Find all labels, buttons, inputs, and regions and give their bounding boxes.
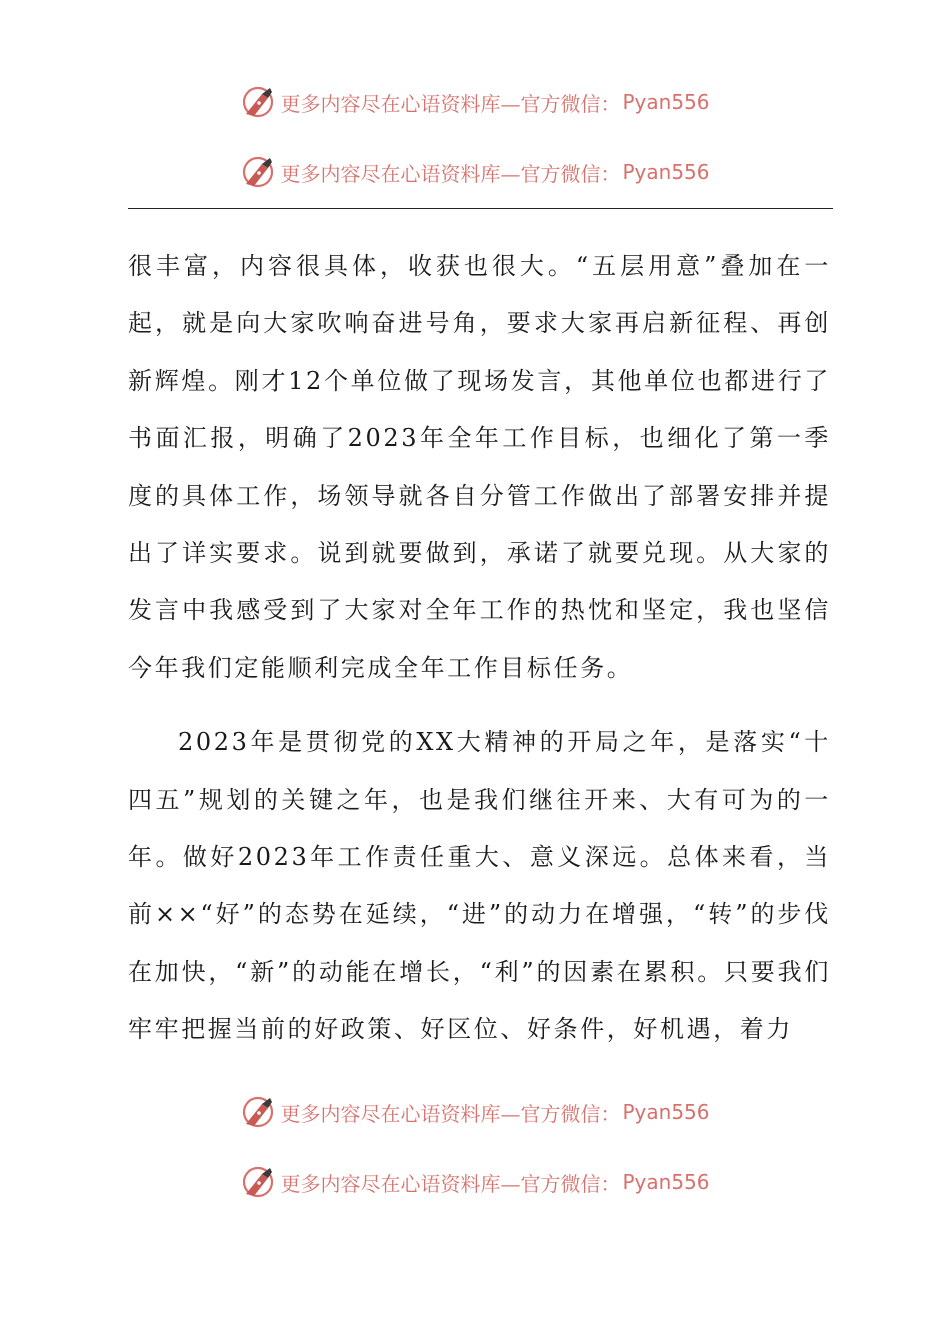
footer-watermark-1 — [0, 1092, 950, 1132]
document-body — [128, 238, 831, 1059]
pen-nib-logo-icon — [240, 154, 276, 190]
watermark-text: 更多内容尽在心语资料库—官方微信： — [280, 1101, 621, 1126]
header-watermark-2 — [0, 152, 950, 192]
pen-nib-logo-icon — [240, 1094, 276, 1130]
watermark-text: 更多内容尽在心语资料库—官方微信： — [280, 161, 621, 186]
pen-nib-logo-icon — [240, 1164, 276, 1200]
body-paragraph-1: 很丰富，内容很具体，收获也很大。“五层用意”叠加在一起，就是向大家吹响奋进号角，要求大家再启新征程、再创新辉煌。刚才12个单位做了现场发言，其他单位也都进行了书面汇报，明确了2023年全年工作目标，也细化了第一季度的具体工作，场领导就各自分管工作做出了部署安排并提出了详实要求。说到就要做到，承诺了就要兑现。从大家的发言中我感受到了大家对全年工作的热忱和坚定，我也坚信今年我们定能顺利完成全年工作目标任务。 — [128, 252, 831, 682]
watermark-wechat-id: Pyan556 — [622, 90, 710, 114]
header-divider — [128, 208, 833, 209]
body-paragraph-2: 2023年是贯彻党的XX大精神的开局之年，是落实“十四五”规划的关键之年，也是我们继往开来、大有可为的一年。做好2023年工作责任重大、意义深远。总体来看，当前××“好”的态势在延续，“进”的动力在增强，“转”的步伐在加快，“新”的动能在增长，“利”的因素在累积。只要我们牢牢把握当前的好政策、好区位、好条件，好机遇，着力 — [128, 728, 831, 1044]
watermark-wechat-id: Pyan556 — [622, 1170, 710, 1194]
watermark-wechat-id: Pyan556 — [622, 1100, 710, 1124]
watermark-wechat-id: Pyan556 — [622, 160, 710, 184]
footer-watermark-2 — [0, 1162, 950, 1202]
watermark-text: 更多内容尽在心语资料库—官方微信： — [280, 1171, 621, 1196]
watermark-text: 更多内容尽在心语资料库—官方微信： — [280, 91, 621, 116]
header-watermark-1 — [0, 82, 950, 122]
pen-nib-logo-icon — [240, 84, 276, 120]
